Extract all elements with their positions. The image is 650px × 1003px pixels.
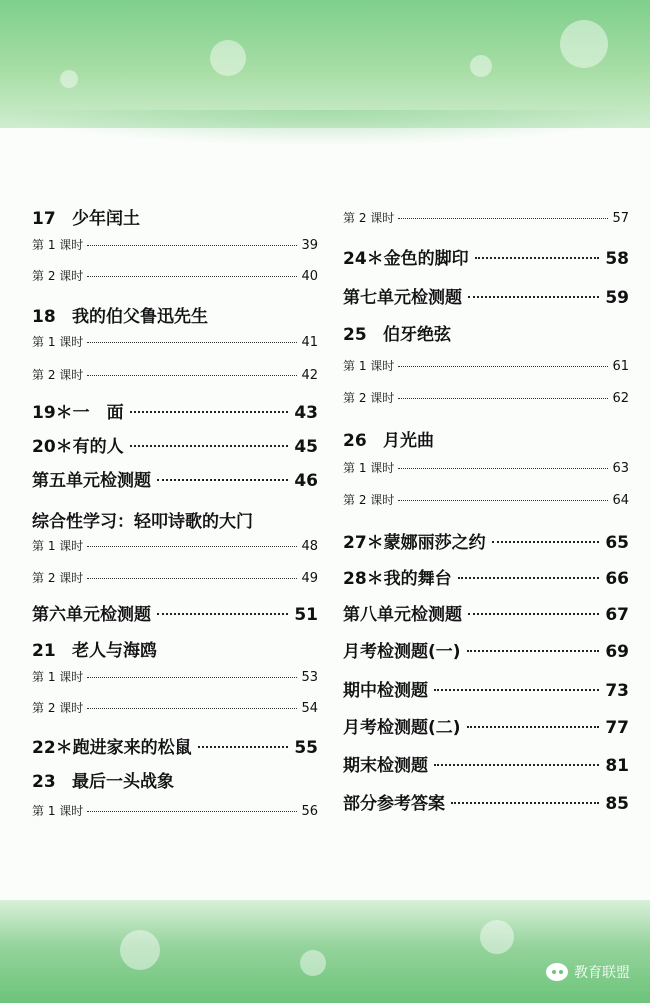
- dot-leader: [398, 500, 608, 501]
- lesson-title: 老人与海鸥: [72, 641, 157, 661]
- entry-title: 第八单元检测题: [343, 605, 462, 625]
- toc-entry: [343, 789, 629, 814]
- toc-entry: [343, 713, 629, 738]
- page-number: 66: [605, 569, 629, 589]
- page-number: 85: [605, 794, 629, 814]
- toc-section-heading: [32, 302, 318, 327]
- toc-entry: [343, 389, 629, 406]
- toc-entry: [32, 600, 318, 625]
- toc-entry: [343, 600, 629, 625]
- toc-entry: [32, 432, 318, 457]
- entry-title: 第 2 课时: [32, 368, 84, 382]
- dot-leader: [458, 577, 600, 579]
- bottom-decorative-band: [0, 900, 650, 1003]
- page-number: 81: [605, 756, 629, 776]
- watermark: [546, 962, 630, 982]
- entry-title: 第 1 课时: [32, 238, 84, 252]
- toc-section-heading: [32, 767, 318, 792]
- page-number: 51: [294, 605, 318, 625]
- page-number: 46: [294, 471, 318, 491]
- page-number: 41: [301, 335, 318, 350]
- toc-entry: [32, 733, 318, 758]
- lesson-number: 21: [32, 641, 56, 661]
- entry-title: 22＊跑进家来的松鼠: [32, 738, 192, 758]
- toc-entry: [343, 491, 629, 508]
- dot-leader: [475, 257, 600, 259]
- page-number: 58: [605, 249, 629, 269]
- toc-entry: [32, 569, 318, 586]
- entry-title: 第 2 课时: [32, 571, 84, 585]
- entry-title: 第 1 课时: [343, 461, 395, 475]
- dot-leader: [467, 726, 600, 728]
- page-number: 62: [612, 391, 629, 406]
- page-number: 43: [294, 403, 318, 423]
- lesson-title: 综合性学习：轻叩诗歌的大门: [32, 512, 253, 532]
- toc-section-heading: [343, 320, 629, 345]
- toc-entry: [343, 751, 629, 776]
- toc-section-heading: [32, 204, 318, 229]
- page-number: 73: [605, 681, 629, 701]
- page-number: 55: [294, 738, 318, 758]
- toc-section-heading: [343, 426, 629, 451]
- lesson-title: 少年闰土: [72, 209, 140, 229]
- page-number: 67: [605, 605, 629, 625]
- dot-leader: [87, 342, 297, 343]
- entry-title: 第 1 课时: [32, 804, 84, 818]
- dot-leader: [87, 811, 297, 812]
- entry-title: 第 2 课时: [343, 493, 395, 507]
- dot-leader: [451, 802, 599, 804]
- page-number: 54: [301, 701, 318, 716]
- dot-leader: [87, 677, 297, 678]
- toc-section-heading: [32, 636, 318, 661]
- page-number: 42: [301, 368, 318, 383]
- lesson-number: 23: [32, 772, 56, 792]
- lesson-number: 25: [343, 325, 367, 345]
- page-number: 49: [301, 571, 318, 586]
- toc-section-heading: [32, 507, 318, 532]
- lesson-number: 26: [343, 431, 367, 451]
- dot-leader: [87, 578, 297, 579]
- dot-leader: [157, 479, 288, 481]
- entry-title: 27＊蒙娜丽莎之约: [343, 533, 486, 553]
- lesson-title: 伯牙绝弦: [383, 325, 451, 345]
- toc-entry: [32, 802, 318, 819]
- dot-leader: [398, 468, 608, 469]
- entry-title: 第七单元检测题: [343, 288, 462, 308]
- dot-leader: [492, 541, 600, 543]
- entry-title: 19＊一 面: [32, 403, 124, 423]
- toc-entry: [32, 267, 318, 284]
- toc-entry: [343, 676, 629, 701]
- dot-leader: [434, 689, 599, 691]
- entry-title: 月考检测题(一): [343, 642, 461, 662]
- dot-leader: [130, 445, 289, 447]
- entry-title: 20＊有的人: [32, 437, 124, 457]
- page-number: 65: [605, 533, 629, 553]
- entry-title: 期末检测题: [343, 756, 428, 776]
- toc-entry: [32, 236, 318, 253]
- toc-entry: [32, 466, 318, 491]
- page-number: 59: [605, 288, 629, 308]
- top-decorative-band: [0, 0, 650, 128]
- page-number: 40: [301, 269, 318, 284]
- toc-entry: [32, 333, 318, 350]
- toc-entry: [343, 637, 629, 662]
- page-number: 45: [294, 437, 318, 457]
- dot-leader: [434, 764, 599, 766]
- entry-title: 期中检测题: [343, 681, 428, 701]
- dot-leader: [468, 613, 599, 615]
- dot-leader: [468, 296, 599, 298]
- toc-entry: [32, 366, 318, 383]
- page-number: 53: [301, 670, 318, 685]
- page-number: 39: [301, 238, 318, 253]
- toc-entry: [343, 209, 629, 226]
- entry-title: 24＊金色的脚印: [343, 249, 469, 269]
- lesson-number: 18: [32, 307, 56, 327]
- toc-entry: [32, 398, 318, 423]
- page-number: 64: [612, 493, 629, 508]
- page-number: 63: [612, 461, 629, 476]
- entry-title: 部分参考答案: [343, 794, 445, 814]
- toc-entry: [32, 537, 318, 554]
- entry-title: 第 1 课时: [32, 539, 84, 553]
- toc-entry: [32, 699, 318, 716]
- dot-leader: [87, 546, 297, 547]
- toc-entry: [343, 459, 629, 476]
- toc-entry: [343, 244, 629, 269]
- entry-title: 第 1 课时: [32, 335, 84, 349]
- entry-title: 第 2 课时: [32, 701, 84, 715]
- entry-title: 第五单元检测题: [32, 471, 151, 491]
- dot-leader: [130, 411, 289, 413]
- toc-entry: [32, 668, 318, 685]
- entry-title: 第 2 课时: [32, 269, 84, 283]
- page-number: 61: [612, 359, 629, 374]
- toc-entry: [343, 528, 629, 553]
- watermark-text: 教育联盟: [574, 965, 630, 981]
- lesson-number: 17: [32, 209, 56, 229]
- entry-title: 第 2 课时: [343, 391, 395, 405]
- dot-leader: [87, 245, 297, 246]
- page-number: 56: [301, 804, 318, 819]
- entry-title: 第 2 课时: [343, 211, 395, 225]
- page-number: 69: [605, 642, 629, 662]
- wechat-icon: [546, 963, 568, 981]
- dot-leader: [157, 613, 288, 615]
- page-number: 57: [612, 211, 629, 226]
- page-number: 48: [301, 539, 318, 554]
- entry-title: 28＊我的舞台: [343, 569, 452, 589]
- dot-leader: [198, 746, 289, 748]
- toc-entry: [343, 283, 629, 308]
- dot-leader: [87, 375, 297, 376]
- lesson-title: 我的伯父鲁迅先生: [72, 307, 208, 327]
- entry-title: 第 1 课时: [32, 670, 84, 684]
- toc-entry: [343, 357, 629, 374]
- entry-title: 第六单元检测题: [32, 605, 151, 625]
- entry-title: 月考检测题(二): [343, 718, 461, 738]
- dot-leader: [87, 708, 297, 709]
- entry-title: 第 1 课时: [343, 359, 395, 373]
- dot-leader: [467, 650, 600, 652]
- dot-leader: [87, 276, 297, 277]
- dot-leader: [398, 366, 608, 367]
- dot-leader: [398, 398, 608, 399]
- page-number: 77: [605, 718, 629, 738]
- toc-entry: [343, 564, 629, 589]
- lesson-title: 月光曲: [383, 431, 434, 451]
- dot-leader: [398, 218, 608, 219]
- lesson-title: 最后一头战象: [72, 772, 174, 792]
